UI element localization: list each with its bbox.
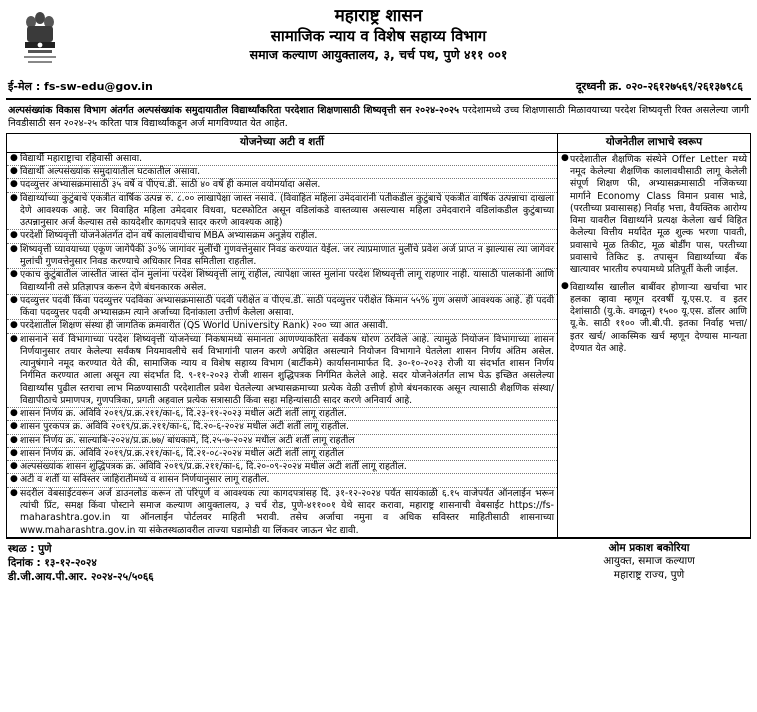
condition-item [7, 166, 557, 179]
condition-item-text: शासनाने सर्व विभागाच्या परदेश शिष्यवृत्ती योजनेच्या निकषामध्ये समानता आणण्याकरिता सर्वंकष धोरण ठरविले आहे. त्यामुळे नियोजन विभागाच्या शासन निर्णयानुसार तयार केलेल्या सर्वंकष नियमावलीचे सर्व विभागांनी पालन करणे अपेक्षित असल्याने नियोजन विभागाने घेतलेला शासन निर्णय अंतिम असेल. त्यानुषंगाने नमूद करण्यात येते की, सामाजिक न्याय व विशेष सहाय्य विभाग (बार्टीकमे) कार्यासनामार्फत दि. ३०-१०-२०२३ रोजी या संदर्भात शासन निर्णय निर्गमित करण्यात आला असून त्या संदर्भात दि. ९-११-२०२३ रोजी शासन शुद्धिपत्रक निर्गमित केलेले आहे. सदर योजनेअंतर्गत लाभ घेऊ इच्छित असलेल्या विद्यार्थ्यांस पुढील स्तराचा लाभ मिळण्यासाठी परदेशातील प्रवेश घेतलेल्या अभ्यासक्रमाच्या प्रत्येक वेळी उत्तीर्ण होणे बंधनकारक असून त्यासाठी शैक्षणिक संस्था/ विद्यापीठाचे प्रमाणपत्र, गुणपत्रिका, प्रगती अहवाल प्रत्येक सत्रासाठी किंवा सहा महिन्यांसाठी सादर करणे अनिवार्य आहे. [20, 333, 554, 406]
bullet-icon: ● [10, 447, 18, 458]
bullet-icon: ● [10, 152, 18, 163]
bullet-icon: ● [10, 179, 18, 190]
bullet-icon: ● [10, 320, 18, 331]
government-title: महाराष्ट्र शासन [334, 6, 423, 26]
condition-item-text: शासन निर्णय क्र. अविवि २०१९/प्र.क्र.२११/का-६, दि.२१-०८-२०२४ मधील अटी शर्ती लागू राहतील [20, 447, 344, 459]
contact-line [6, 78, 751, 97]
condition-item [7, 435, 557, 448]
condition-item [7, 269, 557, 295]
notice-footer [6, 538, 751, 585]
benefit-item-text: विद्यार्थ्यांस खालील बाबींवर होणाऱ्या खर्चाचा भार हलका व्हावा म्हणून दरवर्षी यू.एस.ए. व इतर देशांसाठी (यु.के. वगळून) १५०० यू.एस. डॉलर आणि यू.के. साठी ११०० जी.बी.पी. इतका निर्वाह भत्ता/ इतर खर्च/ आकस्मिक खर्च म्हणून देण्यास मान्यता देण्यात येत आहे. [570, 281, 747, 354]
benefits-cell [558, 152, 751, 537]
intro-paragraph [6, 102, 751, 133]
condition-item-text: शिष्यवृत्ती घ्यावयाच्या एकूण जागेपैकी ३०% जागांवर मुलींची गुणवत्तेनुसार निवड करण्यात येईल. जर त्याप्रमाणात मुलींचे प्रवेश अर्ज प्राप्त न झाल्यास त्या जागेवर मुलांची गुणवत्तेनुसार निवड करण्याचे अधिकार निवड समितीला राहतील. [20, 243, 554, 267]
intro-bold-text: अल्पसंख्यांक विकास विभाग अंतर्गत अल्पसंख्यांक समुदायातील विद्यार्थ्यांकरिता परदेशात शिक्षणासाठी शिष्यवृत्ती सन २०२४-२०२५ [8, 104, 459, 116]
benefit-item-text: परदेशातील शैक्षणिक संस्थेने Offer Letter मध्ये नमूद केलेल्या शैक्षणिक कालावधीसाठी लागू केलेली संपूर्ण शिक्षण फी, अभ्यासक्रमासाठी नजिकच्या मार्गाने Economy Class विमान प्रवास भाडे, (परतीच्या प्रवासासह) निर्वाह भत्ता, वैयक्तिक आरोग्य विमा यावरील विद्यार्थ्याने प्रत्यक्ष केलेला खर्च विहित केलेल्या वित्तीय मर्यादेत मूळ शुल्क भरणा पावती, प्रवासाचे मूळ तिकीट, मूळ बोर्डींग पास, परतीच्या प्रवासाचे तिकिट इ. तपासून विद्यार्थ्याच्या बँक खात्यावर भारतीय रुपयामध्ये प्रतिपूर्ती केली जाईल. [570, 153, 747, 276]
conditions-header: योजनेच्या अटी व शर्ती [7, 133, 558, 152]
place-text: स्थळ : पुणे [8, 542, 52, 555]
signatory-place: महाराष्ट्र राज्य, पुणे [613, 569, 685, 582]
benefits-list [558, 153, 750, 359]
condition-item [7, 408, 557, 421]
conditions-list [7, 153, 557, 537]
scheme-table [6, 133, 751, 538]
condition-item [7, 179, 557, 192]
signatory-block [549, 542, 749, 585]
department-name: सामाजिक न्याय व विशेष सहाय्य विभाग [270, 27, 487, 46]
condition-item-text: सदरील वेबसाईटवरून अर्ज डाउनलोड करून तो परिपूर्ण व आवश्यक त्या कागदपत्रांसह दि. ३१-१२-२०२४ पर्यंत सायंकाळी ६.१५ वाजेपर्यंत ऑनलाईन भरून त्यांची प्रिंट, समक्ष किंवा पोस्टाने समाज कल्याण आयुक्तालय, ३ चर्च रोड, पुणे-४११००१ येथे सादर करावा, महाराष्ट्र शासनाची वेबसाईट https://fs-maharashtra.gov.in या ऑनलाईन पोर्टलवर माहिती भरावी. तसेच अर्जाचा नमुना व अधिक सविस्तर माहितीसाठी शासनाच्या www.maharashtra.gov.in या संकेतस्थळावरील ताज्या घडामोडी या लिंकवर जाऊन भेट द्यावी. [20, 487, 554, 536]
condition-item-text: परदेशी शिष्यवृत्ती योजनेअंतर्गत दोन वर्षे कालावधीचाच MBA अभ्यासक्रम अनुज्ञेय राहील. [20, 230, 318, 242]
condition-item-text: अल्पसंख्यांक शासन शुद्धिपत्रक क्र. अविवि २०१९/प्र.क्र.२११/का-६, दि.२०-०९-२०२४ मधील अटी शर्ती लागू राहतील. [20, 461, 407, 473]
intro-text: परदेशामध्ये उच्च शिक्षणासाठी मिळावयाच्या परदेश शिष्यवृत्ती रिक्त असलेल्या जागी निवडीसाठी सन २०२४-२५ करिता पात्र विद्यार्थ्यांकडून अर्ज मागविण्यात येत आहेत. [8, 104, 749, 129]
email-text: ई-मेल : fs-sw-edu@gov.in [8, 80, 153, 93]
office-address: समाज कल्याण आयुक्तालय, ३, चर्च पथ, पुणे ४११ ००१ [249, 46, 508, 62]
condition-item-text: पदव्युत्तर पदवी किंवा पदव्युत्तर पदविका अभ्यासक्रमासाठी पदवी परीक्षेत व पीएच.डी. साठी पदव्युत्तर परीक्षेत किमान ५५% गुण असणे आवश्यक आहे. ही पदवी किंवा पदव्युत्तर पदवी अभ्यासक्रम त्याने अर्जाच्या दिनांकाला उत्तीर्ण केलेला असावा. [20, 294, 554, 319]
bullet-icon: ● [10, 434, 18, 445]
condition-item [7, 488, 557, 537]
national-emblem-icon [20, 10, 60, 76]
benefit-item [558, 281, 750, 360]
footer-details [8, 542, 154, 585]
condition-item-text: शासन निर्णय क्र. अविवि २०१९/प्र.क्र.२११/का-६, दि.२३-११-२०२३ मधील अटी शर्ती लागू राहतील. [20, 408, 347, 420]
bullet-icon: ● [561, 280, 569, 291]
condition-item [7, 421, 557, 434]
condition-item [7, 334, 557, 409]
benefit-item [558, 153, 750, 281]
bullet-icon: ● [10, 192, 18, 203]
condition-item [7, 153, 557, 166]
bullet-icon: ● [10, 269, 18, 280]
date-text: दिनांक : १३-१२-२०२४ [8, 556, 97, 569]
dgipr-number: डी.जी.आय.पी.आर. २०२४-२५/५०६६ [8, 571, 154, 584]
condition-item-text: शासन पुरकपत्र क्र. अविवि २०१९/प्र.क्र.२११/का-६, दि.२०-६-२०२४ मधील अटी शर्ती लागू राहतील. [20, 421, 349, 433]
bullet-icon: ● [10, 461, 18, 472]
phone-text: दूरध्वनी क्र. ०२०-२६१२७५६९/२६१३७९८६ [575, 80, 743, 93]
condition-item-text: विद्यार्थी अल्पसंख्यांक समुदायातील घटकातील असावा. [20, 166, 201, 178]
bullet-icon: ● [10, 333, 18, 344]
benefits-header: योजनेतील लाभाचे स्वरूप [558, 133, 751, 152]
bullet-icon: ● [10, 408, 18, 419]
condition-item-text: विद्यार्थ्याच्या कुटुंबाचे एकत्रीत वार्षिक उत्पन्न रु. ८.०० लाखापेक्षा जास्त नसावे. (विवाहित महिला उमेदवारांनी पतीकडील कुटुंबाचे एकत्रीत वार्षिक उत्पन्नाचा दाखला देणे आवश्यक आहे. जर विवाहित महिला उमेदवार विधवा, घटस्फोटित असून वडिलांकडे वास्तव्यास असल्यास महिला उमेदवाराने वडिलांकडील कुटुंबाच्या उत्पन्नानुसार अर्ज केल्यास तसे कायदेशीर कागदपत्रे सादर करणे आवश्यक आहे) [20, 192, 554, 229]
condition-item [7, 320, 557, 333]
condition-item-text: एकाच कुटुंबातील जास्तीत जास्त दोन मुलांना परदेश शिष्यवृत्ती लागू राहील, त्यापेक्षा जास्त मुलांना परदेश शिष्यवृत्ती लागू राहणार नाही. यासाठी पालकांनी आणि विद्यार्थ्यांनी तसे प्रतिज्ञापत्र करून देणे बंधनकारक असेल. [20, 269, 554, 293]
condition-item [7, 474, 557, 487]
bullet-icon: ● [10, 421, 18, 432]
condition-item [7, 461, 557, 474]
condition-item [7, 295, 557, 321]
signatory-title: आयुक्त, समाज कल्याण [603, 555, 695, 568]
conditions-cell [7, 152, 558, 537]
condition-item-text: विद्यार्थी महाराष्ट्राचा रहिवासी असावा. [20, 152, 143, 164]
condition-item [7, 244, 557, 270]
bullet-icon: ● [10, 474, 18, 485]
condition-item-text: अटी व शर्ती या सविस्तर जाहिरातीमध्ये व शासन निर्णयानुसार लागू राहतील. [20, 474, 270, 486]
signatory-name: ओम प्रकाश बकोरिया [608, 541, 690, 554]
condition-item-text: परदेशातील शिक्षण संस्था ही जागतिक क्रमवारीत (QS World University Rank) २०० च्या आत असावी. [20, 320, 389, 332]
bullet-icon: ● [10, 243, 18, 254]
condition-item-text: पदव्युत्तर अभ्यासक्रमासाठी ३५ वर्षे व पीएच.डी. साठी ४० वर्षे ही कमाल वयोमर्यादा असेल. [20, 179, 321, 191]
bullet-icon: ● [561, 152, 569, 163]
bullet-icon: ● [10, 487, 18, 498]
letterhead [6, 6, 751, 78]
bullet-icon: ● [10, 294, 18, 305]
condition-item-text: शासन निर्णय क्र. साल्याबि-२०२४/प्र.क्र.७७/ बांधकामे, दि.२५-७-२०२४ मधील अटी शर्ती लागू राहतील [20, 434, 355, 446]
bullet-icon: ● [10, 166, 18, 177]
header-divider [6, 98, 751, 100]
condition-item [7, 230, 557, 243]
condition-item [7, 193, 557, 231]
bullet-icon: ● [10, 230, 18, 241]
condition-item [7, 448, 557, 461]
